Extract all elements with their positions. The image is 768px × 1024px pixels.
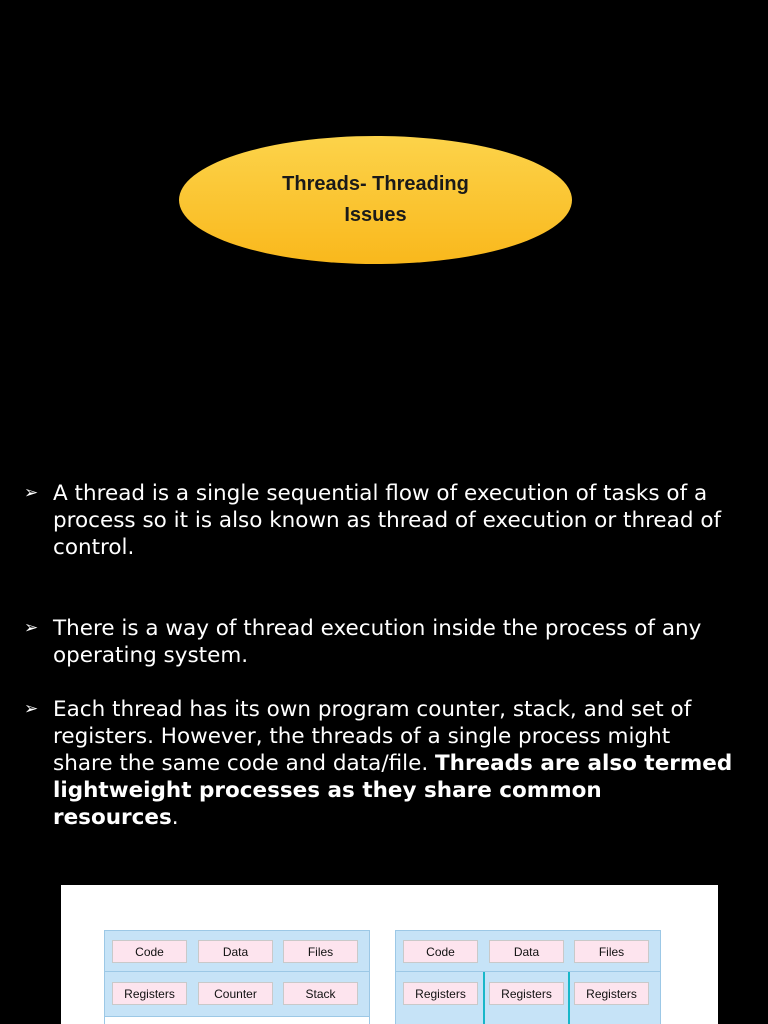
thread-divider-line	[483, 972, 485, 1024]
registers-cell: Registers	[574, 982, 649, 1005]
arrow-bullet-icon: ➢	[24, 483, 39, 503]
counter-cell: Counter	[198, 982, 273, 1005]
registers-cell: Registers	[403, 982, 478, 1005]
code-cell: Code	[403, 940, 478, 963]
files-cell: Files	[283, 940, 358, 963]
title-line-1: Threads- Threading	[282, 173, 469, 195]
bullet-text-3	[53, 696, 733, 831]
arrow-bullet-icon: ➢	[24, 699, 39, 719]
data-cell: Data	[198, 940, 273, 963]
bullet-text-3-plain: Each thread has its own program counter, stack, and set of registers. However, the threads of a single process might share the same code and data/file.	[53, 697, 692, 776]
title-line-2: Issues	[344, 204, 407, 226]
multi-thread-process-panel	[395, 930, 661, 1024]
panel-thread-area	[396, 1016, 660, 1024]
single-thread-process-panel	[104, 930, 370, 1024]
panel-thread-area	[105, 1016, 369, 1024]
thread-diagram	[61, 885, 718, 1024]
title-oval	[179, 136, 572, 264]
slide-title	[266, 169, 486, 231]
registers-cell: Registers	[489, 982, 564, 1005]
data-cell: Data	[489, 940, 564, 963]
code-cell: Code	[112, 940, 187, 963]
panel-divider	[105, 971, 369, 972]
bullet-text-2: There is a way of thread execution inside the process of any operating system.	[53, 616, 702, 668]
bullet-text-3-bold: Threads are also termed lightweight processes as they share common resources	[53, 751, 733, 830]
panel-divider	[396, 971, 660, 972]
bullet-text-1: A thread is a single sequential flow of execution of tasks of a process so it is also known as thread of execution or thread of control.	[53, 481, 722, 560]
stack-cell: Stack	[283, 982, 358, 1005]
bullet-item-2	[24, 615, 733, 669]
files-cell: Files	[574, 940, 649, 963]
bullet-text-3-end: .	[171, 805, 179, 830]
bullet-item-3	[24, 696, 733, 831]
thread-divider-line	[568, 972, 570, 1024]
arrow-bullet-icon: ➢	[24, 618, 39, 638]
registers-cell: Registers	[112, 982, 187, 1005]
bullet-item-1	[24, 480, 733, 561]
